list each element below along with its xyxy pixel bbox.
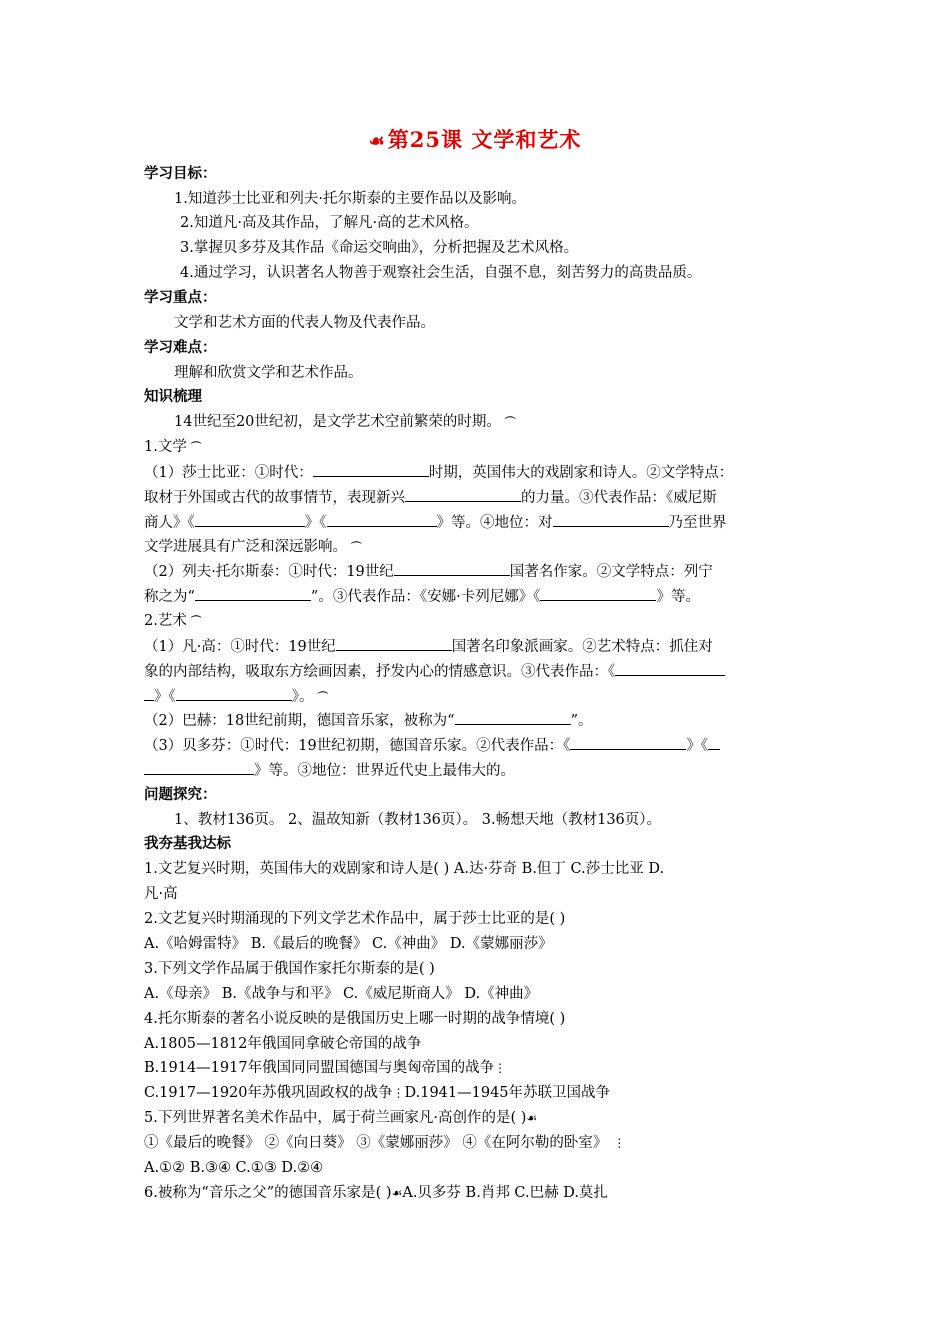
blank-line [455,710,571,725]
dots-mark-icon: ⋮ [494,1061,507,1075]
question-6: 6.被称为“音乐之父”的德国音乐家是( )☙A.贝多芬 B.肖邦 C.巴赫 D.莫扎 [144,1185,608,1201]
blank-line [176,686,292,701]
question-5-items: ①《最后的晚餐》 ②《向日葵》 ③《蒙娜丽莎》 ④《在阿尔勒的卧室》 ⋮ [144,1135,626,1151]
difficulty-text: 理解和欣赏文学和艺术作品。 [174,365,363,381]
blank-line [405,487,521,502]
question-1: 1.文艺复兴时期，英国伟大的戏剧家和诗人是( ) A.达·芬奇 B.但丁 C.莎士比亚 D. [144,861,665,877]
blank-line [540,586,656,601]
blank-line [708,735,720,750]
question-4-option-b: B.1914—1917年俄国同同盟国德国与奥匈帝国的战争⋮ [144,1060,507,1076]
tolstoy-line-2: 称之为“ ”。③代表作品：《安娜·卡列尼娜》《 》等。 [144,586,700,607]
beethoven-line-1: （3）贝多芬：①时代：19世纪初期，德国音乐家。②代表作品：《 》《 [144,735,720,756]
beethoven-line-2: 》等。③地位：世界近代史上最伟大的。 [144,760,515,781]
inquiry-text: 1、教材136页。 2、温故知新（教材136页）。 3.畅想天地（教材136页）。 [174,812,662,828]
objective-item: 4.通过学习，认识著名人物善于观察社会生活，自强不息，刻苦努力的高贵品质。 [180,265,702,281]
objective-item: 2.知道凡·高及其作品，了解凡·高的艺术风格。 [180,215,479,231]
vangogh-line-3: 》《 》。 ⏜ [144,686,328,708]
bach-line: （2）巴赫：18世纪前期，德国音乐家，被称为“ ”。 [144,710,593,731]
dots-mark-icon: ⋮ [392,1086,405,1100]
objectives-heading: 学习目标： [144,165,217,182]
question-3: 3.下列文学作品属于俄国作家托尔斯泰的是( ) [144,961,435,977]
blank-line [327,512,437,527]
shakespeare-line-3: 商人》《 》《 》等。④地位：对 乃至世界 [144,512,727,533]
shakespeare-line-1: （1）莎士比亚：①时代： 时期，英国伟大的戏剧家和诗人。②文学特点： [144,462,733,483]
bracket-mark-icon: ⏜ [504,416,516,429]
shakespeare-line-2: 取材于外国或古代的故事情节，表现新兴 的力量。③代表作品：《威尼斯 [144,487,717,508]
bracket-mark-icon: ⏜ [351,541,362,554]
inquiry-heading: 问题探究： [144,786,217,803]
blank-line [195,586,311,601]
blank-line [144,760,254,775]
focus-heading: 学习重点： [144,289,217,306]
difficulty-heading: 学习难点： [144,339,217,356]
blank-line [336,636,452,651]
bracket-mark-icon: ⏜ [190,615,202,628]
question-4-option-a: A.1805—1812年俄国同拿破仑帝国的战争 [144,1036,422,1052]
question-1-cont: 凡·高 [144,886,178,902]
squiggle-mark-icon: ☙ [526,1111,538,1125]
question-5-options: A.①② B.③④ C.①③ D.②④ [144,1160,324,1176]
blank-line [553,512,669,527]
art-label: 2.艺术 ⏜ [144,611,201,632]
question-2-options: A.《哈姆雷特》 B.《最后的晚餐》 C.《神曲》 D.《蒙娜丽莎》 [144,936,553,952]
question-4: 4.托尔斯泰的著名小说反映的是俄国历史上哪一时期的战争情境( ) [144,1011,566,1027]
literature-label: 1.文学 ⏜ [144,437,201,458]
knowledge-heading: 知识梳理 [144,388,202,405]
question-2: 2.文艺复兴时期涌现的下列文学艺术作品中，属于莎士比亚的是( ) [144,911,566,927]
vangogh-line-1: （1）凡·高：①时代：19世纪 国著名印象派画家。②艺术特点：抓住对 [144,636,713,657]
blank-line [313,462,429,477]
shakespeare-line-4: 文学进展具有广泛和深远影响。 ⏜ [144,537,362,558]
dots-mark-icon: ⋮ [613,1136,626,1150]
blank-line [394,561,510,576]
vangogh-line-2: 象的内部结构，吸取东方绘画因素，抒发内心的情感意识。③代表作品：《 [144,661,725,682]
tolstoy-line-1: （2）列夫·托尔斯泰：①时代：19世纪 国著名作家。②文学特点：列宁 [144,561,713,582]
objective-item: 1.知道莎士比亚和列夫·托尔斯泰的主要作品以及影响。 [174,191,526,207]
squiggle-mark-icon: ☙ [391,1186,403,1200]
focus-text: 文学和艺术方面的代表人物及代表作品。 [174,315,435,331]
question-5: 5.下列世界著名美术作品中，属于荷兰画家凡·高创作的是( )☙ [144,1110,538,1126]
question-4-options-cd: C.1917—1920年苏俄巩固政权的战争⋮D.1941—1945年苏联卫国战争 [144,1085,611,1101]
blank-line [144,686,154,701]
page-title: ☙第25课 文学和艺术 [368,127,582,152]
blank-line [195,512,305,527]
ornament-icon: ☙ [368,131,386,152]
blank-line [615,661,725,676]
exercises-heading: 我夯基我达标 [144,835,231,852]
objective-item: 3.掌握贝多芬及其作品《命运交响曲》，分析把握及艺术风格。 [180,240,579,256]
bracket-mark-icon: ⏜ [190,441,202,454]
knowledge-intro: 14世纪至20世纪初，是文学艺术空前繁荣的时期。 ⏜ [174,412,515,433]
bracket-mark-icon: ⏜ [317,691,329,704]
blank-line [570,735,686,750]
question-3-options: A.《母亲》 B.《战争与和平》 C.《威尼斯商人》 D.《神曲》 [144,986,539,1002]
